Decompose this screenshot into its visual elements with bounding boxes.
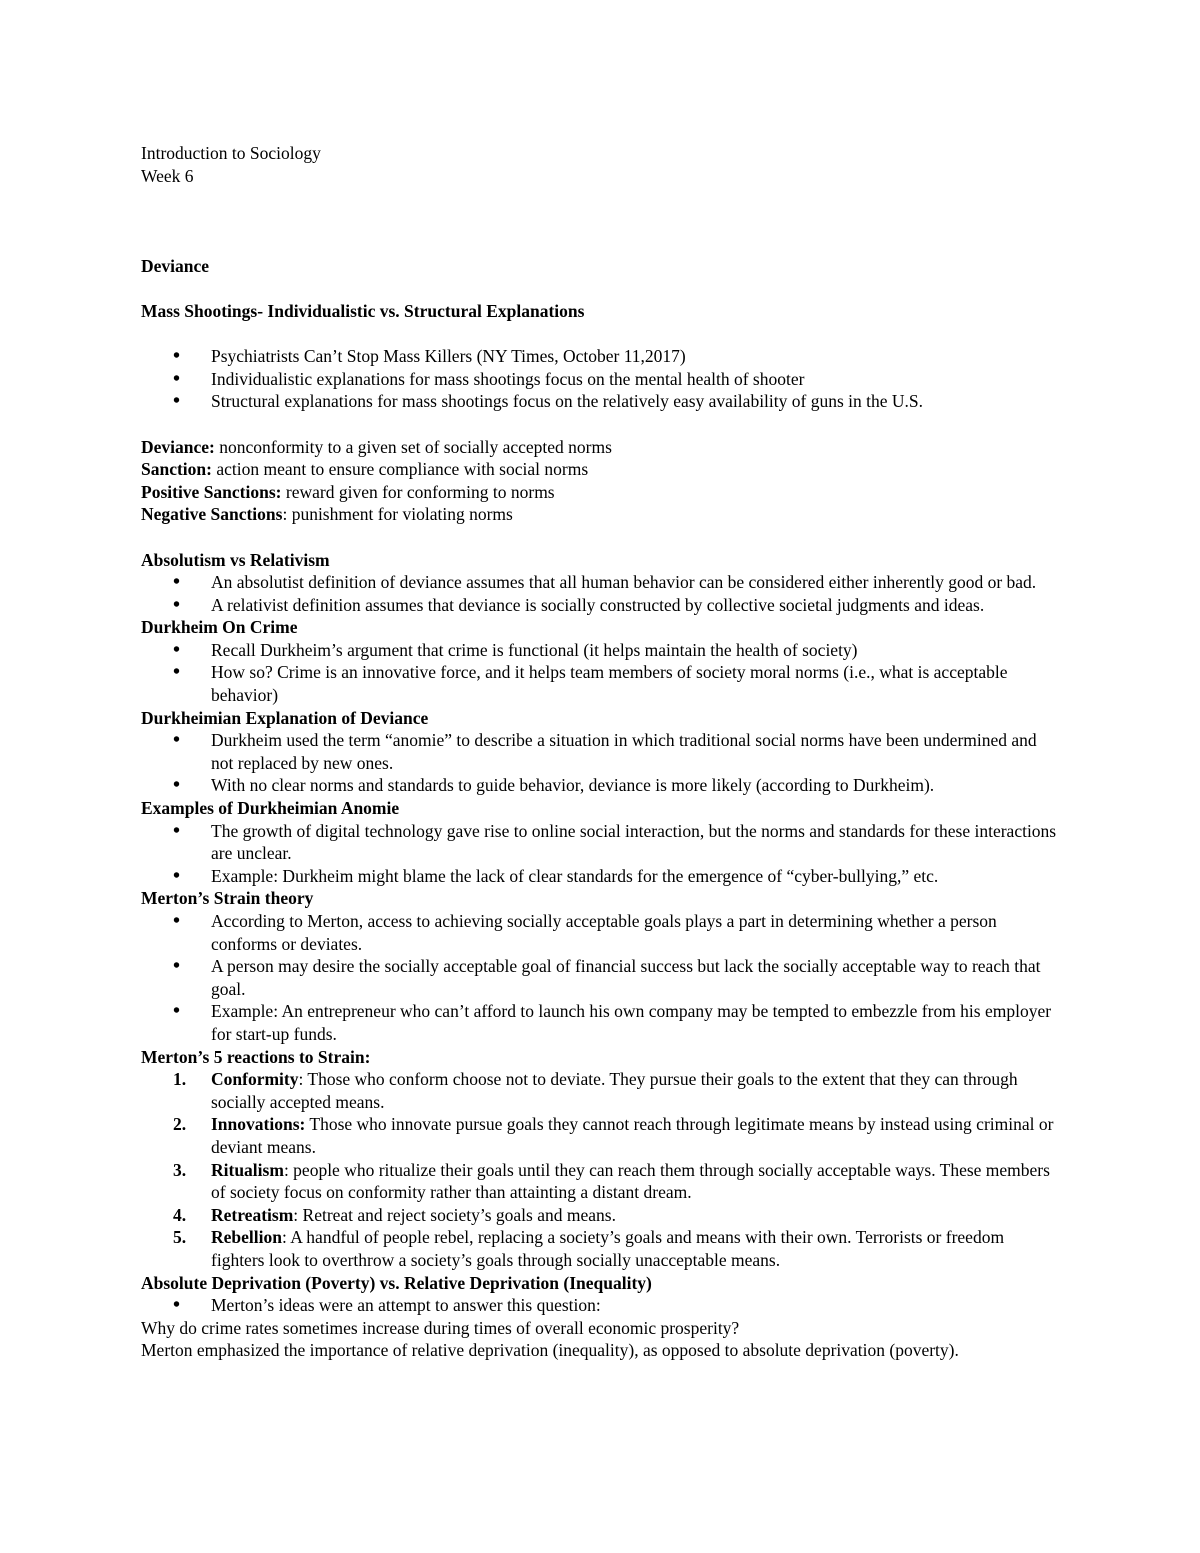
merton-reactions-list <box>141 1068 1061 1271</box>
deprivation-list <box>141 1294 1061 1317</box>
list-item: 2. Innovations: Those who innovate pursue goals they cannot reach through legitimate means by instead using criminal or deviant means. <box>173 1114 1054 1157</box>
list-item: • With no clear norms and standards to guide behavior, deviance is more likely (according to Durkheim). <box>141 774 1061 797</box>
course-title: Introduction to Sociology <box>141 143 321 163</box>
spacer <box>141 232 1061 255</box>
list-item: • Merton’s ideas were an attempt to answer this question: <box>141 1294 1061 1317</box>
durkheim-deviance-heading: Durkheimian Explanation of Deviance <box>141 707 429 728</box>
list-item: • According to Merton, access to achieving socially acceptable goals plays a part in determining whether a person conforms or deviates. <box>141 910 1061 955</box>
list-item: • Example: An entrepreneur who can’t afford to launch his own company may be tempted to embezzle from his employer for start-up funds. <box>141 1000 1061 1045</box>
deprivation-question: Why do crime rates sometimes increase during times of overall economic prosperity? <box>141 1317 740 1338</box>
definition-negative-sanctions: Negative Sanctions: punishment for violating norms <box>141 504 513 525</box>
list-item: • An absolutist definition of deviance assumes that all human behavior can be considered either inherently good or bad. <box>141 571 1061 594</box>
absolutism-heading: Absolutism vs Relativism <box>141 549 330 570</box>
absolutism-list <box>141 571 1061 616</box>
deprivation-conclusion: Merton emphasized the importance of relative deprivation (inequality), as opposed to absolute deprivation (poverty). <box>141 1340 959 1361</box>
list-item: 4. Retreatism: Retreat and reject society’s goals and means. <box>173 1204 616 1225</box>
merton-strain-heading: Merton’s Strain theory <box>141 888 314 909</box>
list-item: • How so? Crime is an innovative force, and it helps team members of society moral norms (i.e., what is acceptable behavior) <box>141 661 1061 706</box>
spacer <box>141 277 1061 300</box>
list-item: • A person may desire the socially acceptable goal of financial success but lack the socially acceptable way to reach that goal. <box>141 955 1061 1000</box>
deprivation-heading: Absolute Deprivation (Poverty) vs. Relative Deprivation (Inequality) <box>141 1272 652 1293</box>
definition-deviance: Deviance: nonconformity to a given set of socially accepted norms <box>141 436 612 457</box>
list-item: • Example: Durkheim might blame the lack of clear standards for the emergence of “cyber-bullying,” etc. <box>141 865 1061 888</box>
list-item: 1. Conformity: Those who conform choose not to deviate. They pursue their goals to the extent that they can through socially accepted means. <box>173 1069 1018 1112</box>
spacer <box>141 413 1061 436</box>
list-item: • Durkheim used the term “anomie” to describe a situation in which traditional social norms have been undermined and not replaced by new ones. <box>141 729 1061 774</box>
anomie-examples-list <box>141 820 1061 888</box>
list-item: 3. Ritualism: people who ritualize their goals until they can reach them through socially acceptable ways. These members of society focus on conformity rather than attainting a distant dream. <box>173 1159 1050 1203</box>
definition-positive-sanctions: Positive Sanctions: reward given for conforming to norms <box>141 481 555 502</box>
spacer <box>141 187 1061 232</box>
list-item: • A relativist definition assumes that deviance is socially constructed by collective societal judgments and ideas. <box>141 594 1061 617</box>
mass-shootings-heading: Mass Shootings- Individualistic vs. Structural Explanations <box>141 300 585 321</box>
merton-reactions-heading: Merton’s 5 reactions to Strain: <box>141 1046 371 1067</box>
spacer <box>141 526 1061 549</box>
durkheim-crime-heading: Durkheim On Crime <box>141 617 298 638</box>
durkheim-deviance-list <box>141 729 1061 797</box>
mass-shootings-list <box>141 345 1061 413</box>
list-item: • The growth of digital technology gave rise to online social interaction, but the norms and standards for these interactions are unclear. <box>141 820 1061 865</box>
list-item: • Recall Durkheim’s argument that crime is functional (it helps maintain the health of society) <box>141 639 1061 662</box>
merton-strain-list <box>141 910 1061 1046</box>
spacer <box>141 323 1061 346</box>
durkheim-crime-list <box>141 639 1061 707</box>
list-item: • Structural explanations for mass shootings focus on the relatively easy availability of guns in the U.S. <box>141 390 1061 413</box>
anomie-examples-heading: Examples of Durkheimian Anomie <box>141 798 400 819</box>
document-body <box>141 142 1061 1362</box>
list-item: • Individualistic explanations for mass shootings focus on the mental health of shooter <box>141 368 1061 391</box>
list-item: 5. Rebellion: A handful of people rebel, replacing a society’s goals and means with their own. Terrorists or freedom fighters look to overthrow a society’s goals through socially unacceptable means. <box>173 1227 1005 1270</box>
definition-sanction: Sanction: action meant to ensure compliance with social norms <box>141 459 589 480</box>
week-label: Week 6 <box>141 165 194 186</box>
list-item: • Psychiatrists Can’t Stop Mass Killers (NY Times, October 11,2017) <box>141 345 1061 368</box>
topic-heading: Deviance <box>141 255 210 276</box>
